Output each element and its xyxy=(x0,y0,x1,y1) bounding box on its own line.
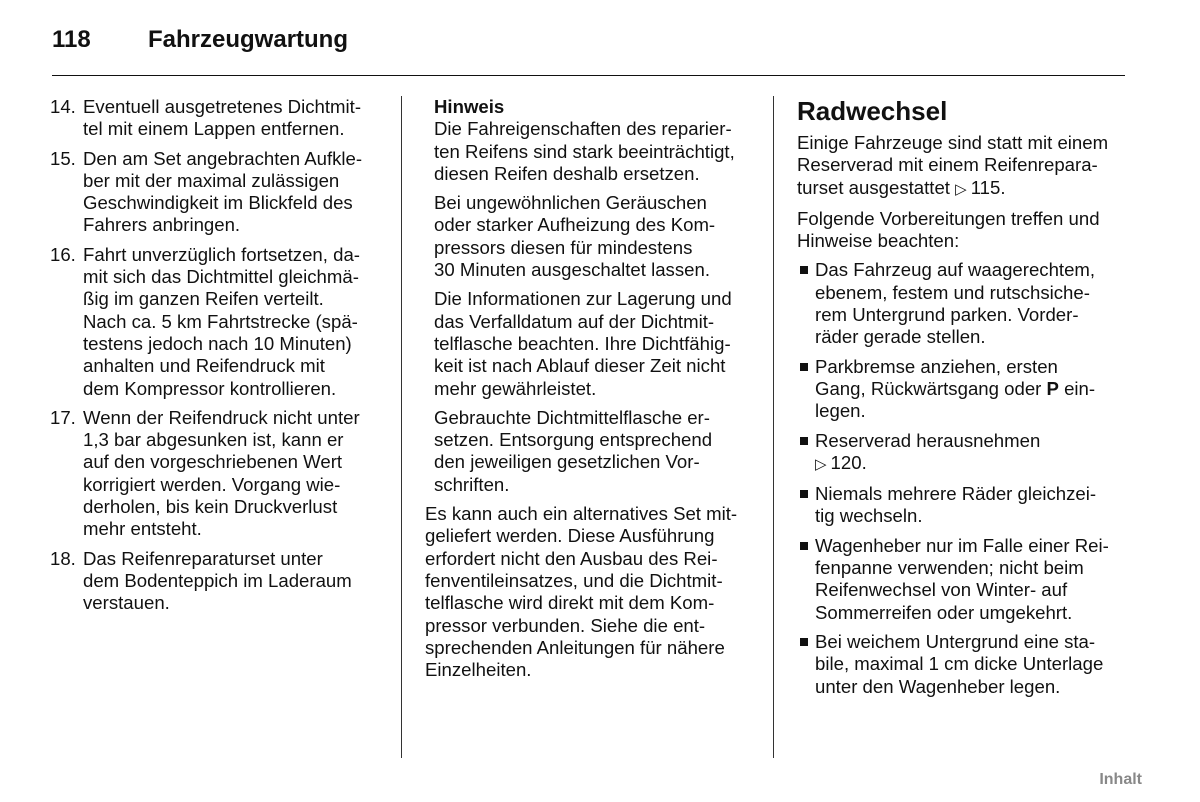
bullet-item xyxy=(797,535,1130,624)
column-steps xyxy=(50,96,386,622)
bullet-square-icon xyxy=(797,430,815,477)
list-item xyxy=(50,96,386,141)
bullet-item xyxy=(797,483,1130,528)
step-number: 17. xyxy=(50,406,76,428)
step-text: Eventuell ausgetretenes Dichtmit- tel mit einem Lappen entfernen. xyxy=(83,96,362,140)
bullet-item xyxy=(797,430,1130,477)
intro-text: Einige Fahrzeuge sind statt mit einem Reserverad mit einem Reifenrepara- turset ausgestattet xyxy=(797,132,1109,198)
prep-paragraph: Folgende Vorbereitungen treffen und Hinweise beachten: xyxy=(797,207,1100,252)
bullet-square-icon xyxy=(797,356,815,423)
reference-arrow-icon: ▷ xyxy=(955,180,967,198)
column-divider xyxy=(773,96,774,758)
page-number: 118 xyxy=(52,26,91,53)
note-paragraph: Gebrauchte Dichtmittelflasche er- setzen. Entsorgung entsprechend den jeweiligen gesetzlichen Vor- schriften. xyxy=(434,406,713,495)
note-paragraph: Die Fahreigenschaften des reparier- ten Reifens sind stark beeinträchtigt, diesen Reifen deshalb ersetzen. xyxy=(434,118,735,184)
page-reference-link[interactable]: 120. xyxy=(830,451,867,473)
column-notes xyxy=(425,96,755,688)
bullet-text xyxy=(815,356,1130,423)
step-number: 18. xyxy=(50,547,76,569)
step-text: Wenn der Reifendruck nicht unter 1,3 bar abgesunken ist, kann er auf den vorgeschriebenen Wert korrigiert werden. Vorgang wie- derholen, bis kein Druckverlust mehr entsteht. xyxy=(83,406,360,540)
note-heading: Hinweis xyxy=(434,96,505,117)
bullet-text-part: Parkbremse anziehen, ersten Gang, Rückwärtsgang oder xyxy=(815,355,1058,399)
note-paragraph: Die Informationen zur Lagerung und das Verfalldatum auf der Dichtmit- telflasche beachten. Ihre Dichtfähig- keit ist nach Ablauf dieser Zeit nicht mehr gewährleistet. xyxy=(434,288,732,399)
bullet-text: Das Fahrzeug auf waagerechtem, ebenem, festem und rutschsiche- rem Untergrund parken. Vorder- räder gerade stellen. xyxy=(815,259,1096,348)
bullet-item xyxy=(797,259,1130,348)
bullet-text xyxy=(815,430,1130,477)
bullet-item xyxy=(797,631,1130,698)
list-item xyxy=(50,548,386,615)
page-title: Fahrzeugwartung xyxy=(148,26,349,53)
bullet-text-part: Reserverad herausnehmen xyxy=(815,429,1041,451)
note-paragraph: Bei ungewöhnlichen Geräuschen oder starker Aufheizung des Kom- pressors diesen für mindestens 30 Minuten ausgeschaltet lassen. xyxy=(434,192,716,281)
bullet-square-icon xyxy=(797,483,815,528)
list-item xyxy=(50,407,386,541)
page-reference-link[interactable]: 115. xyxy=(970,176,1006,198)
note-block xyxy=(425,96,755,496)
bullet-text-part: ein- legen. xyxy=(815,377,1096,422)
column-divider xyxy=(401,96,402,758)
intro-paragraph xyxy=(797,132,1130,201)
contents-link[interactable]: Inhalt xyxy=(1099,771,1142,788)
reference-arrow-icon: ▷ xyxy=(815,455,827,473)
header-rule xyxy=(52,75,1125,76)
step-text: Fahrt unverzüglich fortsetzen, da- mit sich das Dichtmittel gleichmä- ßig im ganzen Reifen verteilt. Nach ca. 5 km Fahrtstrecke (spä- testens jedoch nach 10 Minuten) anhalten und Reifendruck mit dem Kompressor kontrollieren. xyxy=(83,243,360,399)
step-number: 14. xyxy=(50,96,76,117)
bullet-square-icon xyxy=(797,631,815,698)
bullet-text: Niemals mehrere Räder gleichzei- tig wechseln. xyxy=(815,483,1097,527)
bullet-square-icon xyxy=(797,259,815,348)
bullet-text: Bei weichem Untergrund eine sta- bile, maximal 1 cm dicke Unterlage unter den Wagenheber legen. xyxy=(815,630,1104,697)
bullet-square-icon xyxy=(797,535,815,624)
gear-p-label: P xyxy=(1046,377,1059,399)
list-item xyxy=(50,148,386,237)
step-text: Den am Set angebrachten Aufkle- ber mit der maximal zulässigen Geschwindigkeit im Blickfeld des Fahrers anbringen. xyxy=(83,147,363,236)
column-wheel-change xyxy=(797,96,1130,705)
step-text: Das Reifenreparaturset unter dem Bodenteppich im Laderaum verstauen. xyxy=(83,547,352,614)
bullet-item xyxy=(797,356,1130,423)
step-number: 15. xyxy=(50,147,76,169)
section-heading: Radwechsel xyxy=(797,96,948,126)
bullet-text: Wagenheber nur im Falle einer Rei- fenpanne verwenden; nicht beim Reifenwechsel von Winter- auf Sommerreifen oder umgekehrt. xyxy=(815,534,1109,623)
body-paragraph: Es kann auch ein alternatives Set mit- geliefert werden. Diese Ausführung erfordert nicht den Ausbau des Rei- fenventileinsatzes, und die Dichtmit- telflasche wird direkt mit dem Kom- pressor verbunden. Siehe die ent- sprechenden Anleitungen für nähere Einzelheiten. xyxy=(425,503,738,681)
list-item xyxy=(50,244,386,400)
step-number: 16. xyxy=(50,243,76,265)
